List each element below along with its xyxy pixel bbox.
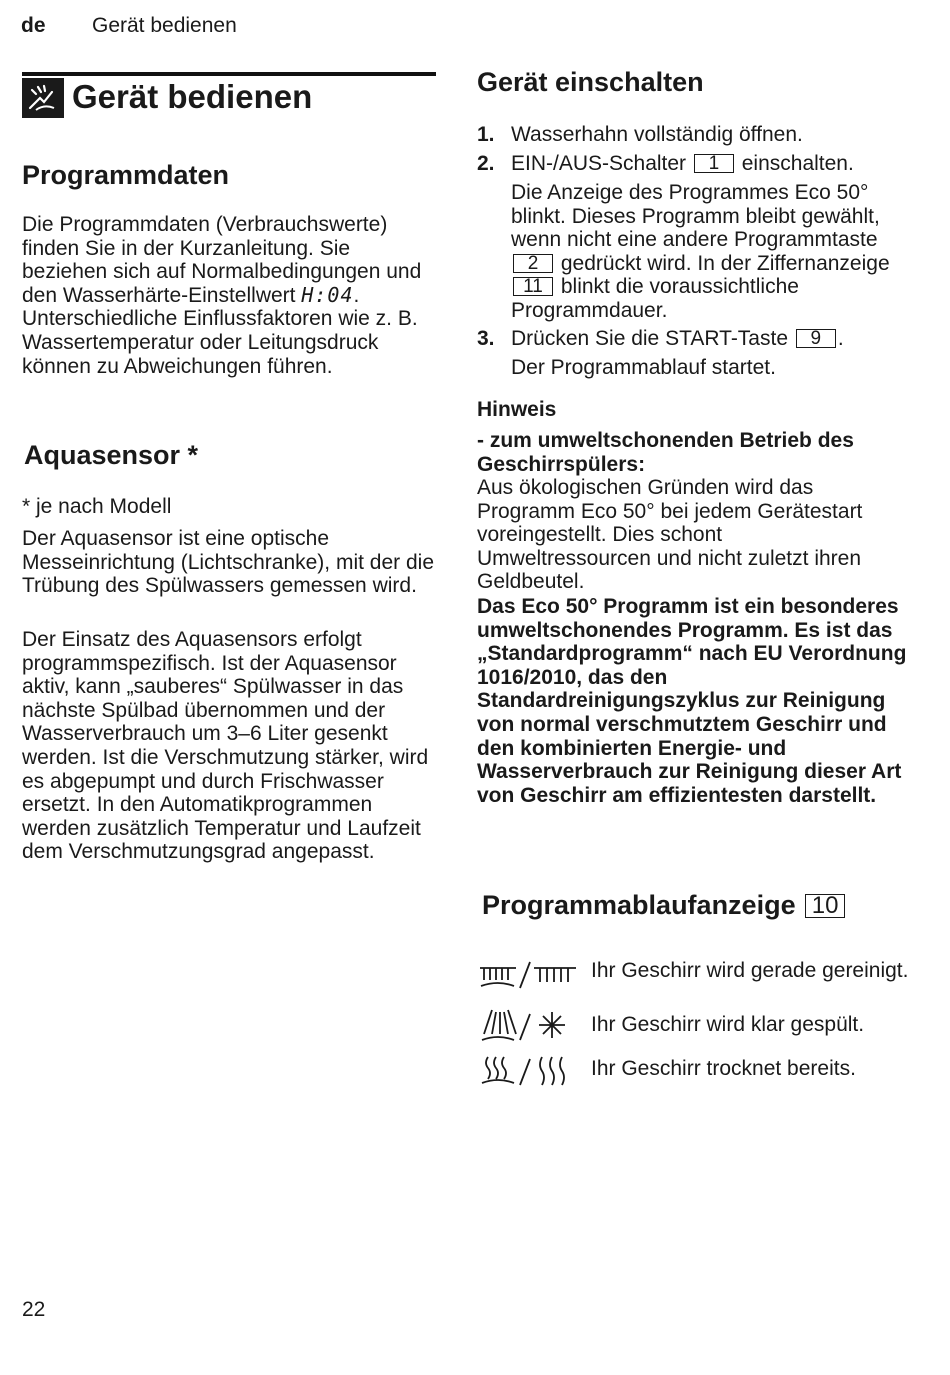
- detail-b: gedrückt wird. In der Ziffernanzeige: [560, 251, 890, 275]
- section-rule: [22, 72, 436, 76]
- header-language: de: [21, 14, 46, 37]
- key-9: 9: [796, 329, 836, 348]
- hinweis-bold-text: Das Eco 50° Programm ist ein besonderes umweltschonendes Programm. Es ist das „Standardprogramm“ nach EU Verordnung 1016/2010, das den Standardreinigungszyklus zur Reinigung von normal verschmutztem Geschirr und den kombinierten Energie- und Wasserverbrauch zur Reinigung dieser Art von Geschirr am effizientesten darstellt.: [477, 595, 907, 807]
- dry-icon: [478, 1053, 578, 1089]
- hinweis-subheading: - zum umweltschonenden Betrieb des Geschirrspülers:: [477, 429, 854, 476]
- page-title: Gerät bedienen: [72, 78, 313, 115]
- aquasensor-note: * je nach Modell: [22, 495, 172, 518]
- step-detail: Der Programmablauf startet.: [511, 356, 776, 379]
- rinse-text: Ihr Geschirr wird klar gespült.: [591, 1013, 865, 1036]
- key-10: 10: [805, 894, 845, 918]
- detail-a: Die Anzeige des Programmes Eco 50° blinkt. Dieses Programm bleibt gewählt, wenn nicht eine andere Programmtaste: [511, 181, 880, 252]
- step-text-a: Drücken Sie die START-Taste: [511, 327, 788, 350]
- step-text: [511, 152, 911, 176]
- step-number: 2.: [477, 152, 495, 175]
- wash-icon: [478, 956, 578, 992]
- hinweis-text: Aus ökologischen Gründen wird das Programm Eco 50° bei jedem Gerätestart voreingestellt. Dies schont Umweltressourcen und nicht zuletzt ihren Geldbeutel.: [477, 476, 863, 594]
- step-text: [511, 327, 911, 351]
- rinse-icon: [478, 1008, 578, 1044]
- key-11: 11: [513, 277, 553, 296]
- step-text-a: EIN-/AUS-Schalter: [511, 152, 687, 175]
- ablauf-heading: [482, 890, 847, 921]
- programmdaten-heading: Programmdaten: [22, 160, 230, 190]
- step-text: Wasserhahn vollständig öffnen.: [511, 123, 803, 146]
- step-text-b: .: [837, 327, 844, 350]
- einschalten-heading: Gerät einschalten: [477, 67, 704, 97]
- aquasensor-para1: Der Aquasensor ist eine optische Messeinrichtung (Lichtschranke), mit der die Trübung des Spülwassers gemessen wird.: [22, 527, 435, 598]
- aquasensor-para2: Der Einsatz des Aquasensors erfolgt programmspezifisch. Ist der Aquasensor aktiv, kann „sauberes“ Spülwasser in das nächste Spülbad übernommen und der Wasserverbrauch um 3–6 Liter gesenkt werden. Ist die Verschmutzung stärker, wird es abgepumpt und durch Frischwasser ersetzt. In den Automatikprogrammen werden zusätzlich Temperatur und Laufzeit dem Verschmutzungsgrad angepasst.: [22, 628, 429, 864]
- header-title: Gerät bedienen: [92, 14, 237, 37]
- programmdaten-text-b: . Unterschiedliche Einflussfaktoren wie z. B. Wassertemperatur oder Leitungsdruck können zu Abweichungen führen.: [22, 283, 418, 378]
- key-2: 2: [513, 254, 553, 273]
- ablauf-heading-text: Programmablaufanzeige: [482, 890, 796, 920]
- hand-operation-icon: [22, 78, 64, 118]
- step-detail: [511, 181, 911, 323]
- wash-text: Ihr Geschirr wird gerade gereinigt.: [591, 959, 909, 982]
- step-text-b: einschalten.: [741, 152, 854, 175]
- dry-text: Ihr Geschirr trocknet bereits.: [591, 1057, 856, 1080]
- programmdaten-text: [22, 213, 436, 378]
- step-number: 1.: [477, 123, 495, 146]
- programmdaten-text-a: Die Programmdaten (Verbrauchswerte) finden Sie in der Kurzanleitung. Sie beziehen sich auf Normalbedingungen und den Wasserhärte-Einstellwert: [22, 213, 422, 307]
- step-number: 3.: [477, 327, 495, 350]
- key-1: 1: [694, 154, 734, 173]
- page-number: 22: [22, 1298, 46, 1321]
- lcd-value: H:04: [301, 282, 354, 307]
- detail-c: blinkt die voraussichtliche Programmdauer.: [511, 275, 799, 322]
- hinweis-label: Hinweis: [477, 398, 557, 421]
- aquasensor-heading: Aquasensor *: [24, 440, 199, 470]
